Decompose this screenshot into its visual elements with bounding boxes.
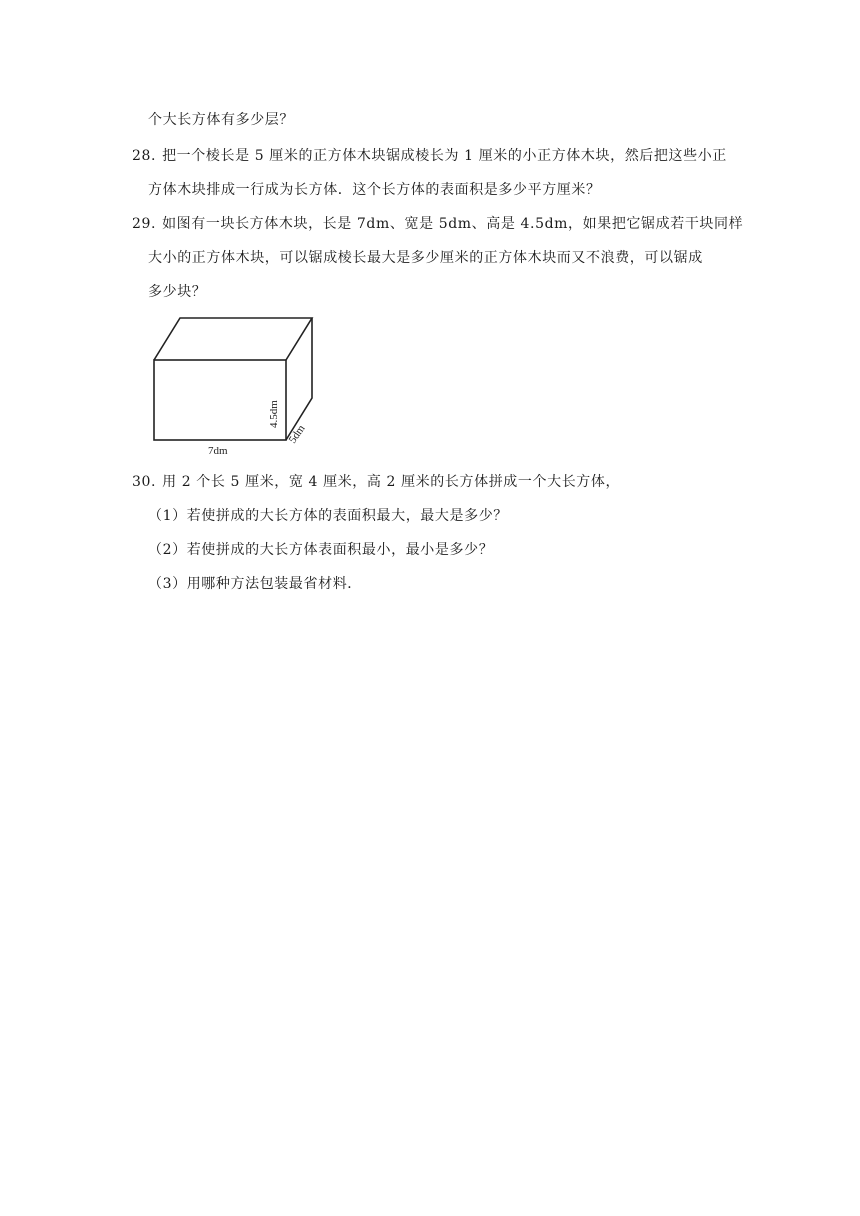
q27-tail-line: 个大长方体有多少层？ (148, 112, 294, 128)
q28-number: 28. (132, 148, 157, 164)
cuboid-figure (148, 312, 324, 460)
height-label: 4.5dm (268, 400, 280, 428)
width-label: 5dm (286, 422, 308, 446)
q30-sub2: （2）若使拼成的大长方体表面积最小，最小是多少？ (148, 542, 494, 558)
q28-text-b: 方体木块排成一行成为长方体．这个长方体的表面积是多少平方厘米？ (148, 182, 601, 198)
q29-text-c: 多少块？ (148, 284, 207, 300)
cuboid-right-face (286, 318, 312, 440)
cuboid-front-face (154, 360, 286, 440)
q29-text-b: 大小的正方体木块，可以锯成棱长最大是多少厘米的正方体木块而又不浪费，可以锯成 (148, 250, 703, 266)
q30-text-a: 用 2 个长 5 厘米，宽 4 厘米，高 2 厘米的长方体拼成一个大长方体， (162, 474, 621, 490)
cuboid-top-face (154, 318, 312, 360)
q29-first-line (132, 214, 743, 234)
q30-sub3: （3）用哪种方法包装最省材料． (148, 576, 362, 592)
cuboid-diagram (148, 312, 324, 460)
length-label: 7dm (208, 445, 228, 457)
q28-text-a: 把一个棱长是 5 厘米的正方体木块锯成棱长为 1 厘米的小正方体木块，然后把这些小正 (162, 148, 727, 164)
q30-first-line (132, 472, 620, 492)
q28-first-line (132, 146, 727, 166)
q30-sub1: （1）若使拼成的大长方体的表面积最大，最大是多少？ (148, 508, 508, 524)
q29-text-a: 如图有一块长方体木块，长是 7dm、宽是 5dm、高是 4.5dm，如果把它锯成若干块同样 (162, 216, 744, 232)
q30-number: 30. (132, 474, 157, 490)
q29-number: 29. (132, 216, 157, 232)
